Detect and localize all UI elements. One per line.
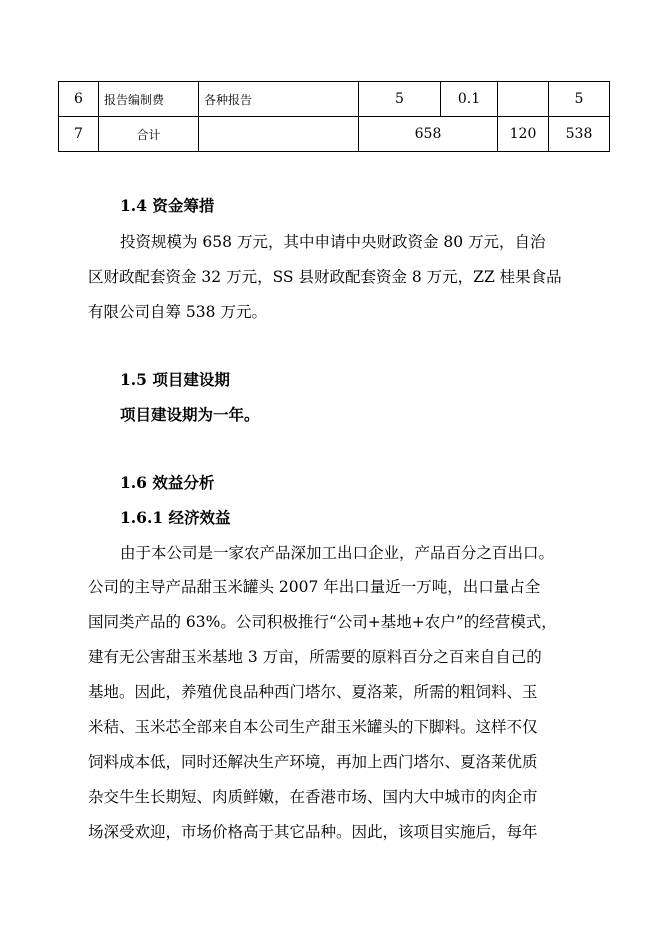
- row-number: 6: [59, 82, 99, 117]
- item-content: [199, 117, 359, 152]
- paragraph-line: 杂交牛生长期短、肉质鲜嫩，在香港市场、国内大中城市的肉企市: [88, 788, 538, 806]
- paragraph-line: 公司的主导产品甜玉米罐头 2007 年出口量近一万吨，出口量占全: [88, 578, 541, 596]
- item-name: 报告编制费: [99, 82, 199, 117]
- item-content: 各种报告: [199, 82, 359, 117]
- paragraph-line: 区财政配套资金 32 万元，SS 县财政配套资金 8 万元，ZZ 桂果食品: [88, 268, 562, 286]
- paragraph-line: 米秸、玉米芯全部来自本公司生产甜玉米罐头的下脚料。这样不仅: [88, 718, 538, 736]
- paragraph-line: 饲料成本低，同时还解决生产环境，再加上西门塔尔、夏洛莱优质: [88, 753, 538, 771]
- self-funds: 538: [549, 117, 610, 152]
- section-body-1-5: 项目建设期为一年。: [120, 405, 260, 424]
- paragraph-line: 场深受欢迎，市场价格高于其它品种。因此，该项目实施后，每年: [88, 823, 538, 841]
- paragraph-line: 建有无公害甜玉米基地 3 万亩，所需要的原料百分之百来自自己的: [88, 648, 542, 666]
- paragraph-line: 基地。因此，养殖优良品种西门塔尔、夏洛莱，所需的粗饲料、玉: [88, 683, 538, 701]
- subsection-heading-1-6-1: 1.6.1 经济效益: [120, 508, 231, 527]
- paragraph-line: 有限公司自筹 538 万元。: [88, 303, 267, 321]
- item-name: 合计: [99, 117, 199, 152]
- paragraph-line: 由于本公司是一家农产品深加工出口企业，产品百分之百出口。: [120, 544, 555, 562]
- section-heading-1-5: 1.5 项目建设期: [120, 370, 230, 389]
- central-funds: 0.1: [441, 82, 498, 117]
- section-heading-1-6: 1.6 效益分析: [120, 473, 215, 492]
- paragraph-line: 投资规模为 658 万元，其中申请中央财政资金 80 万元，自治: [120, 233, 546, 251]
- investment-budget-table: [58, 81, 610, 152]
- total-amount: 5: [359, 82, 441, 117]
- section-heading-1-4: 1.4 资金筹措: [120, 196, 215, 215]
- self-funds: 5: [549, 82, 610, 117]
- other-funds: 120: [498, 117, 549, 152]
- table-row: [59, 82, 610, 117]
- paragraph-line: 国同类产品的 63%。公司积极推行“公司+基地+农户”的经营模式，: [88, 613, 557, 631]
- other-funds: [498, 82, 549, 117]
- table-row: [59, 117, 610, 152]
- row-number: 7: [59, 117, 99, 152]
- total-amount: 658: [359, 117, 498, 152]
